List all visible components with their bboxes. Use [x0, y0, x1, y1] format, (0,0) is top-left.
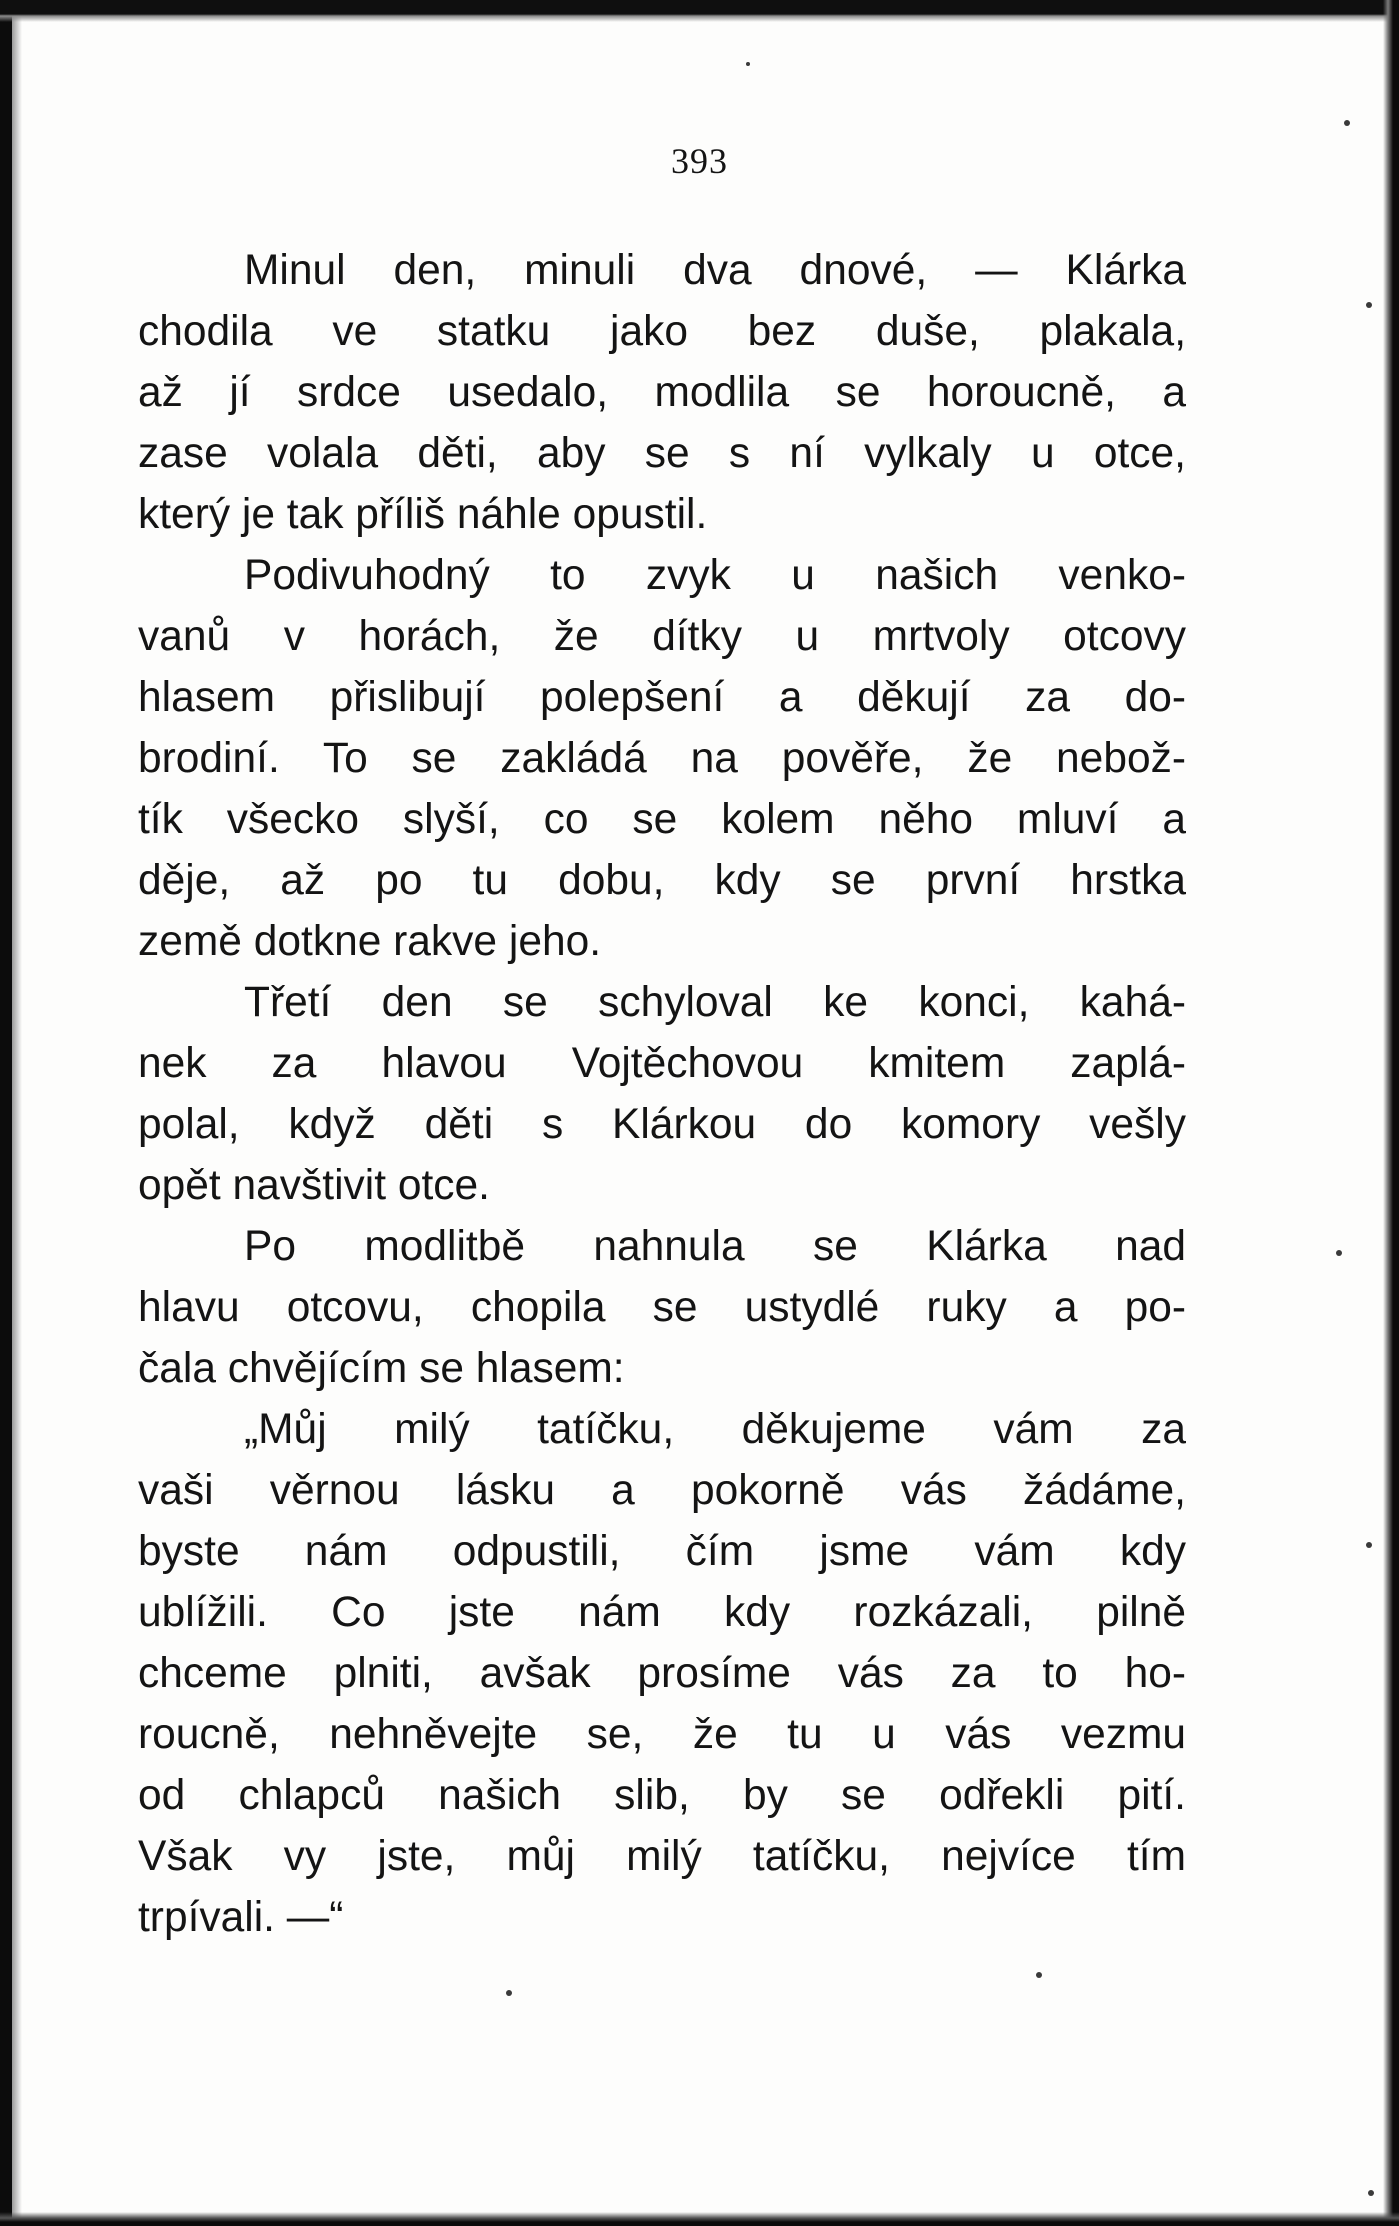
text-line: vaši věrnou lásku a pokorně vás žádáme, — [138, 1467, 1186, 1514]
scan-edge-left — [0, 0, 12, 2226]
text-line: od chlapců našich slib, by se odřekli pití. — [138, 1772, 1186, 1819]
scan-edge-left-shadow — [12, 0, 22, 2226]
paper-speck — [1036, 1972, 1042, 1978]
text-line: roucně, nehněvejte se, že tu u vás vezmu — [138, 1711, 1186, 1758]
scan-edge-bottom — [0, 2212, 1399, 2226]
text-line: děje, až po tu dobu, kdy se první hrstka — [138, 857, 1186, 904]
text-line: až jí srdce usedalo, modlila se horoucně, a — [138, 369, 1186, 416]
text-line: ublížili. Co jste nám kdy rozkázali, pilně — [138, 1589, 1186, 1636]
text-line: který je tak příliš náhle opustil. — [138, 491, 708, 538]
text-line: brodiní. To se zakládá na pověře, že nebož- — [138, 735, 1186, 782]
paper-speck — [1366, 302, 1372, 308]
scan-edge-right — [1383, 0, 1399, 2226]
paper-speck — [1368, 2190, 1374, 2196]
paper-speck — [1344, 120, 1350, 126]
text-line: vanů v horách, že dítky u mrtvoly otcovy — [138, 613, 1186, 660]
text-line: čala chvějícím se hlasem: — [138, 1345, 625, 1392]
text-line: země dotkne rakve jeho. — [138, 918, 602, 965]
text-line: Třetí den se schyloval ke konci, kahá- — [244, 979, 1186, 1026]
text-line: tík všecko slyší, co se kolem něho mluví a — [138, 796, 1186, 843]
text-line: polal, když děti s Klárkou do komory vešly — [138, 1101, 1186, 1148]
page-body-text — [138, 240, 1186, 1948]
text-line: trpívali. —“ — [138, 1894, 344, 1941]
text-line: hlavu otcovu, chopila se ustydlé ruky a po- — [138, 1284, 1186, 1331]
text-line: Po modlitbě nahnula se Klárka nad — [244, 1223, 1186, 1270]
text-line: zase volala děti, aby se s ní vylkaly u otce, — [138, 430, 1186, 477]
text-line: chodila ve statku jako bez duše, plakala, — [138, 308, 1186, 355]
text-line: Však vy jste, můj milý tatíčku, nejvíce tím — [138, 1833, 1186, 1880]
paper-speck — [1336, 1250, 1342, 1256]
scan-edge-top — [0, 0, 1399, 22]
paper-speck — [506, 1990, 512, 1996]
text-line: Podivuhodný to zvyk u našich venko- — [244, 552, 1186, 599]
text-line: „Můj milý tatíčku, děkujeme vám za — [244, 1406, 1186, 1453]
text-line: byste nám odpustili, čím jsme vám kdy — [138, 1528, 1186, 1575]
paper-speck — [1366, 1542, 1372, 1548]
paper-speck — [746, 62, 750, 66]
text-line: chceme plniti, avšak prosíme vás za to ho- — [138, 1650, 1186, 1697]
text-line: hlasem přislibují polepšení a děkují za do- — [138, 674, 1186, 721]
text-line: Minul den, minuli dva dnové, — Klárka — [244, 247, 1186, 294]
text-line: nek za hlavou Vojtěchovou kmitem zaplá- — [138, 1040, 1186, 1087]
page-number: 393 — [671, 141, 728, 181]
text-line: opět navštivit otce. — [138, 1162, 490, 1209]
